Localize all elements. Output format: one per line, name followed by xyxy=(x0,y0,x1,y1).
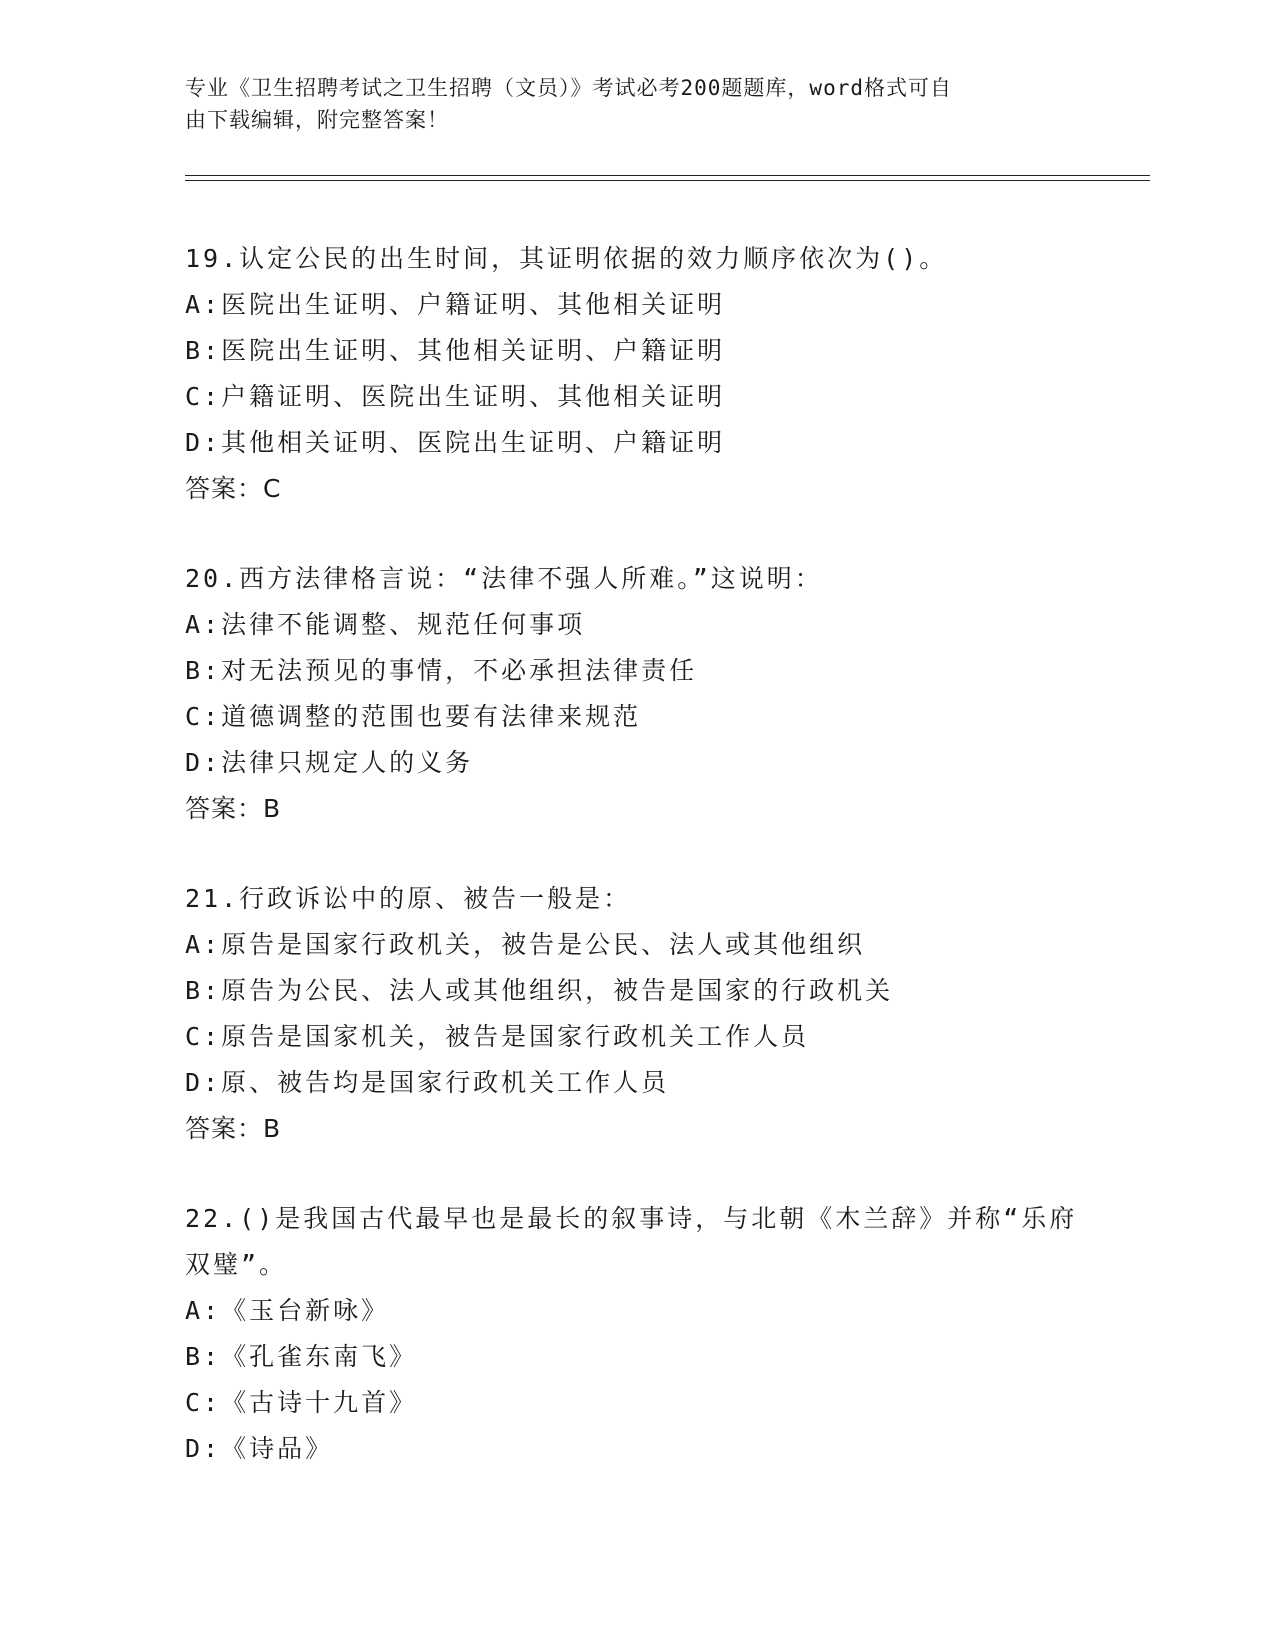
option-a: A:原告是国家行政机关，被告是公民、法人或其他组织 xyxy=(185,930,866,959)
question-stem: 20.西方法律格言说：“法律不强人所难。”这说明： xyxy=(185,564,823,593)
option-b: B:对无法预见的事情，不必承担法律责任 xyxy=(185,656,698,685)
option-b: B:原告为公民、法人或其他组织，被告是国家的行政机关 xyxy=(185,976,894,1005)
question-20 xyxy=(185,556,1085,832)
option-b: B:《孔雀东南飞》 xyxy=(185,1342,418,1371)
answer-label: 答案：B xyxy=(185,794,282,823)
answer-label: 答案：B xyxy=(185,1114,282,1143)
option-c: C:道德调整的范围也要有法律来规范 xyxy=(185,702,642,731)
option-c: C:《古诗十九首》 xyxy=(185,1388,418,1417)
option-d: D:法律只规定人的义务 xyxy=(185,748,474,777)
question-stem: 22.()是我国古代最早也是最长的叙事诗，与北朝《木兰辞》并称“乐府双璧”。 xyxy=(185,1204,1078,1279)
option-a: A:《玉台新咏》 xyxy=(185,1296,390,1325)
question-21 xyxy=(185,876,1085,1152)
answer-label: 答案：C xyxy=(185,474,282,503)
header-divider-top xyxy=(185,175,1150,176)
option-a: A:医院出生证明、户籍证明、其他相关证明 xyxy=(185,290,726,319)
question-list xyxy=(185,236,1085,1516)
question-19 xyxy=(185,236,1085,512)
option-d: D:原、被告均是国家行政机关工作人员 xyxy=(185,1068,670,1097)
question-stem: 21.行政诉讼中的原、被告一般是： xyxy=(185,884,632,913)
header-divider-bottom xyxy=(185,180,1150,181)
option-a: A:法律不能调整、规范任何事项 xyxy=(185,610,586,639)
option-d: D:其他相关证明、医院出生证明、户籍证明 xyxy=(185,428,726,457)
option-b: B:医院出生证明、其他相关证明、户籍证明 xyxy=(185,336,726,365)
question-stem: 19.认定公民的出生时间，其证明依据的效力顺序依次为()。 xyxy=(185,244,948,273)
header-line-2: 由下载编辑，附完整答案！ xyxy=(185,108,449,132)
document-header xyxy=(185,72,1065,136)
option-d: D:《诗品》 xyxy=(185,1434,334,1463)
option-c: C:原告是国家机关，被告是国家行政机关工作人员 xyxy=(185,1022,810,1051)
header-line-1: 专业《卫生招聘考试之卫生招聘（文员）》考试必考200题题库，word格式可自 xyxy=(185,76,952,100)
question-22 xyxy=(185,1196,1085,1472)
option-c: C:户籍证明、医院出生证明、其他相关证明 xyxy=(185,382,726,411)
